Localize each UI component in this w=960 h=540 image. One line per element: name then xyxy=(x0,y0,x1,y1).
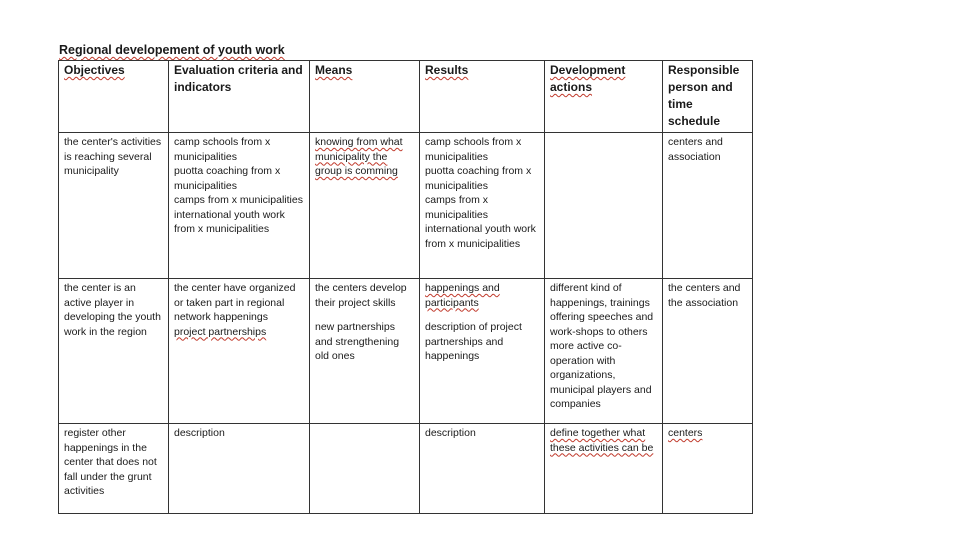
cell-means xyxy=(310,279,420,424)
cell-means xyxy=(310,133,420,279)
cell-results xyxy=(420,279,545,424)
cell-objective: register other happenings in the center that does not fall under the grunt activities xyxy=(59,424,169,514)
criteria-line: project partnerships xyxy=(174,325,267,338)
actions-line: different kind of happenings, trainings offering speeches and work-shops to others more active co-operation with organizations, municipal players and companies xyxy=(550,282,654,410)
cell-objective: the center's activities is reaching several municipality xyxy=(59,133,169,279)
results-line: description xyxy=(425,427,476,439)
cell-criteria xyxy=(169,424,310,514)
cell-responsible xyxy=(663,133,753,279)
header-evaluation-criteria: Evaluation criteria and indicators xyxy=(169,61,310,133)
criteria-line: camp schools from x municipalities xyxy=(174,136,271,163)
cell-responsible xyxy=(663,279,753,424)
results-line: description of project partnerships and happenings xyxy=(425,321,522,362)
criteria-line: the center have organized or taken part in regional network happenings xyxy=(174,282,296,323)
table-row xyxy=(59,279,753,424)
cell-objective: the center is an active player in developing the youth work in the region xyxy=(59,279,169,424)
results-line: puotta coaching from x municipalities xyxy=(425,165,532,192)
youth-work-table xyxy=(58,60,753,514)
criteria-line: international youth work from x municipalities xyxy=(174,208,285,235)
results-line: international youth work from x municipalities xyxy=(425,223,536,250)
header-development-actions: Development actions xyxy=(545,61,663,133)
criteria-line: camps from x municipalities xyxy=(174,194,303,206)
cell-criteria xyxy=(169,133,310,279)
table-row xyxy=(59,133,753,279)
criteria-line: puotta coaching from x municipalities xyxy=(174,165,281,192)
table-row xyxy=(59,424,753,514)
results-line: camp schools from x municipalities xyxy=(425,136,522,163)
means-line: the centers develop their project skills xyxy=(315,282,407,309)
header-means: Means xyxy=(310,61,420,133)
header-results: Results xyxy=(420,61,545,133)
cell-results xyxy=(420,424,545,514)
cell-criteria xyxy=(169,279,310,424)
cell-actions xyxy=(545,133,663,279)
criteria-line: description xyxy=(174,427,225,439)
cell-means xyxy=(310,424,420,514)
means-line: new partnerships and strengthening old ones xyxy=(315,321,400,362)
responsible-line: centers xyxy=(668,427,703,439)
responsible-line: centers and association xyxy=(668,136,723,163)
results-line: happenings and participants xyxy=(425,282,500,309)
cell-results xyxy=(420,133,545,279)
cell-actions xyxy=(545,424,663,514)
responsible-line: the centers and the association xyxy=(668,282,741,309)
table-header-row xyxy=(59,61,753,133)
document-title: Regional developement of youth work xyxy=(59,43,285,57)
results-line: camps from x municipalities xyxy=(425,194,489,221)
means-line: knowing from what municipality the group is comming xyxy=(315,136,403,177)
header-responsible: Responsible person and time schedule xyxy=(663,61,753,133)
header-objectives: Objectives xyxy=(59,61,169,133)
cell-responsible xyxy=(663,424,753,514)
cell-actions xyxy=(545,279,663,424)
actions-line: define together what these activities can be xyxy=(550,427,654,454)
